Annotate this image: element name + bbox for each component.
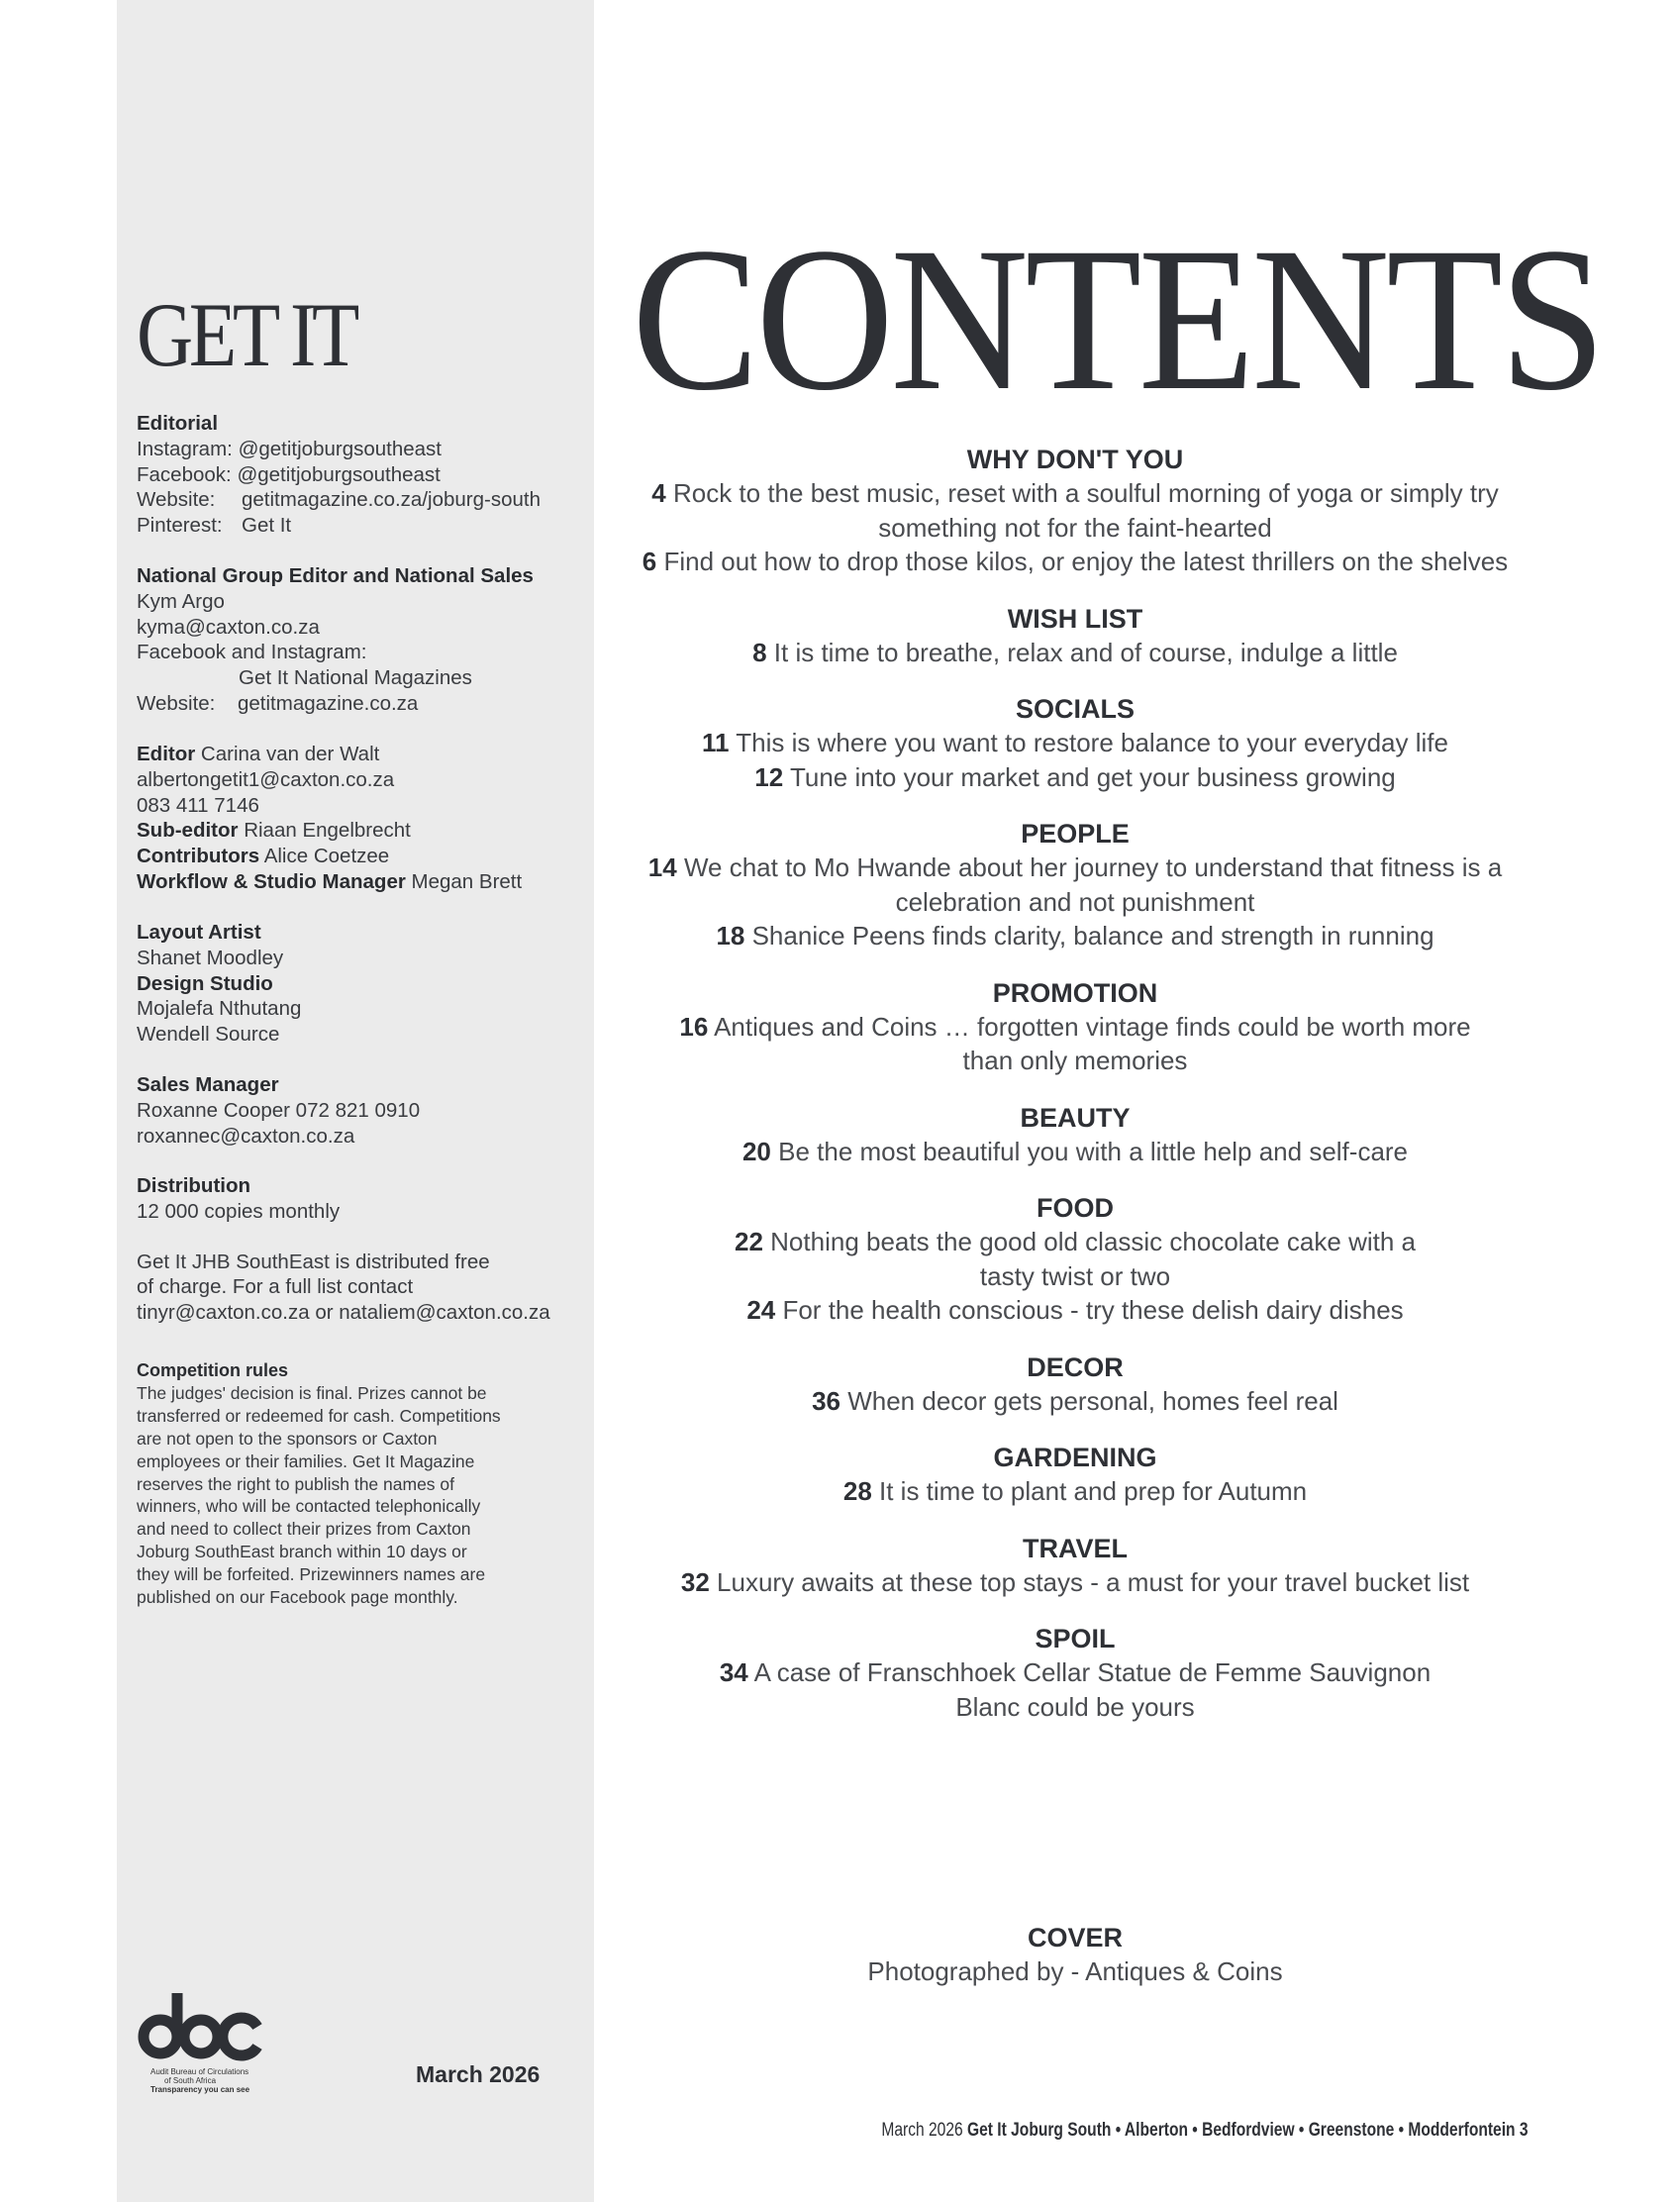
page-number: 24 [746,1295,776,1325]
editor-email[interactable]: albertongetit1@caxton.co.za [137,767,395,791]
entry-text: Tune into your market and get your business growing [789,761,1396,792]
contents-entry[interactable] [624,1655,1527,1690]
contents-entry[interactable] [624,1565,1527,1600]
page-number: 22 [735,1227,763,1256]
competition-rule-line: transferred or redeemed for cash. Competitions [137,1405,501,1426]
page-footer [882,2120,1529,2142]
national-heading: National Group Editor and National Sales [137,564,534,587]
competition-rule-line: reserves the right to publish the names of [137,1473,455,1494]
entry-text: Nothing beats the good old classic chocolate cake with a [770,1227,1416,1256]
page-number: 14 [647,852,677,882]
contents-entry[interactable] [624,1135,1527,1169]
entry-text: A case of Franschhoek Cellar Statue de Femme Sauvignon [753,1657,1432,1687]
section-title: WISH LIST [1007,603,1143,634]
section-title: DECOR [1027,1351,1124,1382]
entry-text: Rock to the best music, reset with a soulful morning of yoga or simply try [672,478,1499,508]
editorial-block: Editorial Instagram: @getitjoburgsoutheast Facebook: @getitjoburgsoutheast Website: getitmagazine.co.za/joburg-south Pinterest: Get It [137,411,592,539]
layout-artist-name: Shanet Moodley [137,946,284,969]
entry-text: It is time to plant and prep for Autumn [879,1476,1308,1506]
page-number: 16 [679,1011,709,1042]
contents-entry[interactable] [624,1384,1527,1419]
competition-rule-line: published on our Facebook page monthly. [137,1587,458,1608]
national-editor-name: Kym Argo [137,589,225,613]
design-studio-name: Mojalefa Nthutang [137,997,302,1021]
entry-text-continued: celebration and not punishment [895,886,1255,917]
entry-text-continued: than only memories [962,1046,1188,1075]
subeditor-name: Riaan Engelbrecht [244,819,411,843]
national-block: National Group Editor and National Sales Kym Argo kyma@caxton.co.za Facebook and Instagram: Get It National Magazines Website: getitmagazine.co.za [137,563,592,717]
footer-publication: Get It Joburg South • Alberton • Bedfordview • Greenstone • Modderfontein 3 [967,2120,1529,2141]
section-title: PROMOTION [992,977,1158,1008]
page-number: 8 [752,637,767,667]
contents-entry[interactable] [624,851,1527,885]
competition-rule-line: employees or their families. Get It Magazine [137,1451,475,1471]
contents-section [624,602,1527,670]
entry-text: Luxury awaits at these top stays - a must for your travel bucket list [717,1566,1470,1597]
contents-section [624,1622,1527,1724]
contents-section [624,1532,1527,1600]
national-email[interactable]: kyma@caxton.co.za [137,615,320,639]
entry-text: For the health conscious - try these delish dairy dishes [782,1295,1404,1325]
issue-month: March 2026 [416,2061,541,2087]
contents-entry[interactable] [624,1225,1527,1259]
entry-text: Shanice Peens finds clarity, balance and strength in running [751,921,1434,951]
page-number: 4 [651,478,666,508]
cover-text: Photographed by - Antiques & Coins [867,1956,1283,1986]
contributors-name: Alice Coetzee [263,845,390,868]
distribution-block: Distribution 12 000 copies monthly Get It JHB SouthEast is distributed free of charge. For a full list contact tinyr@caxton.co.za or nataliem@caxton.co.za [137,1173,592,1326]
abc-logo-icon [137,1983,265,2062]
website-link[interactable]: getitmagazine.co.za/joburg-south [242,488,541,512]
competition-rule-line: winners, who will be contacted telephonically [137,1496,481,1517]
national-social: Get It National Magazines [239,666,472,690]
abc-logo: Audit Bureau of Circulations of South Africa Transparency you can see [137,1983,275,2094]
entry-text: Find out how to drop those kilos, or enjoy the latest thrillers on the shelves [663,547,1509,576]
page-number: 6 [642,547,657,576]
section-title: SPOIL [1035,1624,1116,1653]
entry-text: This is where you want to restore balance to your everyday life [736,728,1448,757]
contents-entry[interactable] [624,1010,1527,1045]
page-number: 11 [702,728,730,757]
entry-text-continued: tasty twist or two [979,1260,1171,1291]
sales-block: Sales Manager Roxanne Cooper 072 821 0910 roxannec@caxton.co.za [137,1072,592,1149]
page-number: 36 [812,1385,840,1416]
contents-entry[interactable] [624,1474,1527,1509]
competition-rule-line: Joburg SouthEast branch within 10 days or [137,1542,467,1562]
section-title: SOCIALS [1015,694,1135,724]
sales-email[interactable]: roxannec@caxton.co.za [137,1124,355,1148]
facebook-handle[interactable]: @getitjoburgsoutheast [237,462,441,486]
contents-section [624,817,1527,953]
entry-text-continued: Blanc could be yours [955,1691,1195,1722]
national-website[interactable]: getitmagazine.co.za [238,691,419,715]
design-studio-name: Wendell Source [137,1023,280,1047]
contents-section [624,443,1527,579]
brand-logo: GET IT [137,284,356,385]
competition-rule-line: they will be forfeited. Prizewinners names are [137,1564,486,1585]
contents-section [624,1191,1527,1328]
entry-text-continued: something not for the faint-hearted [878,512,1272,543]
footer-month: March 2026 [881,2120,964,2141]
contents-entry[interactable] [624,726,1527,760]
entry-text: It is time to breathe, relax and of course, indulge a little [773,637,1398,667]
contents-section [624,692,1527,794]
page-number: 32 [680,1566,710,1597]
workflow-name: Megan Brett [411,869,523,893]
section-title: WHY DON'T YOU [966,445,1184,474]
distribution-copies: 12 000 copies monthly [137,1199,341,1223]
pinterest-handle[interactable]: Get It [242,514,292,538]
contents-entry[interactable] [624,636,1527,670]
entry-text: Be the most beautiful you with a little help and self-care [778,1136,1409,1166]
masthead-sidebar [117,0,594,2202]
contents-entry[interactable] [624,919,1527,953]
contents-section [624,976,1527,1078]
section-title: TRAVEL [1023,1533,1128,1563]
contents-section [624,1101,1527,1169]
editor-phone: 083 411 7146 [137,793,259,817]
entry-text: Antiques and Coins … forgotten vintage finds could be worth more [714,1011,1471,1042]
editor-name: Carina van der Walt [200,743,380,765]
section-title: GARDENING [993,1443,1157,1472]
section-title: COVER [1027,1923,1124,1952]
competition-rule-line: The judges' decision is final. Prizes cannot be [137,1382,487,1403]
sales-contact: Roxanne Cooper 072 821 0910 [137,1098,421,1122]
contents-entry[interactable] [624,476,1527,511]
contents-list [624,443,1527,1747]
contents-entry[interactable] [624,545,1527,579]
section-title: PEOPLE [1021,819,1130,849]
entry-text: We chat to Mo Hwande about her journey to understand that fitness is a [683,852,1503,882]
design-block: Layout Artist Shanet Moodley Design Studio Mojalefa Nthutang Wendell Source [137,920,592,1048]
competition-rule-line: and need to collect their prizes from Caxton [137,1519,471,1540]
contents-entry[interactable] [624,1293,1527,1328]
contents-section [624,1351,1527,1419]
page-number: 12 [754,761,784,792]
contents-entry[interactable] [624,760,1527,795]
page-number: 28 [842,1476,872,1506]
staff-block: Editor Carina van der Walt albertongetit1@caxton.co.za 083 411 7146 Sub-editor Riaan Engelbrecht Contributors Alice Coetzee Workflow & Studio Manager Megan Brett [137,742,592,895]
page-number: 20 [741,1136,771,1166]
section-title: BEAUTY [1020,1102,1131,1133]
editorial-heading: Editorial [137,412,219,435]
cover-credit [624,1921,1527,1989]
page-number: 34 [719,1657,748,1687]
entry-text: When decor gets personal, homes feel real [847,1385,1338,1416]
page-number: 18 [716,921,745,951]
competition-rule-line: are not open to the sponsors or Caxton [137,1428,438,1449]
distribution-contact: tinyr@caxton.co.za or nataliem@caxton.co.za [137,1301,550,1325]
page-title: CONTENTS [632,205,1603,433]
contents-section [624,1441,1527,1509]
competition-rules: Competition rules The judges' decision is final. Prizes cannot be transferred or redeemed for cash. Competitions are not open to the sponsors or Caxton employees or their families. Get It Magazine reserves the right to publish the names of winners, who will be contacted telephonically and need to collect their prizes from Caxton Joburg SouthEast branch within 10 days or they will be forfeited. Prizewinners names are published on our Facebook page monthly. [137,1359,562,1609]
section-title: FOOD [1037,1193,1114,1223]
instagram-handle[interactable]: @getitjoburgsoutheast [238,437,443,460]
